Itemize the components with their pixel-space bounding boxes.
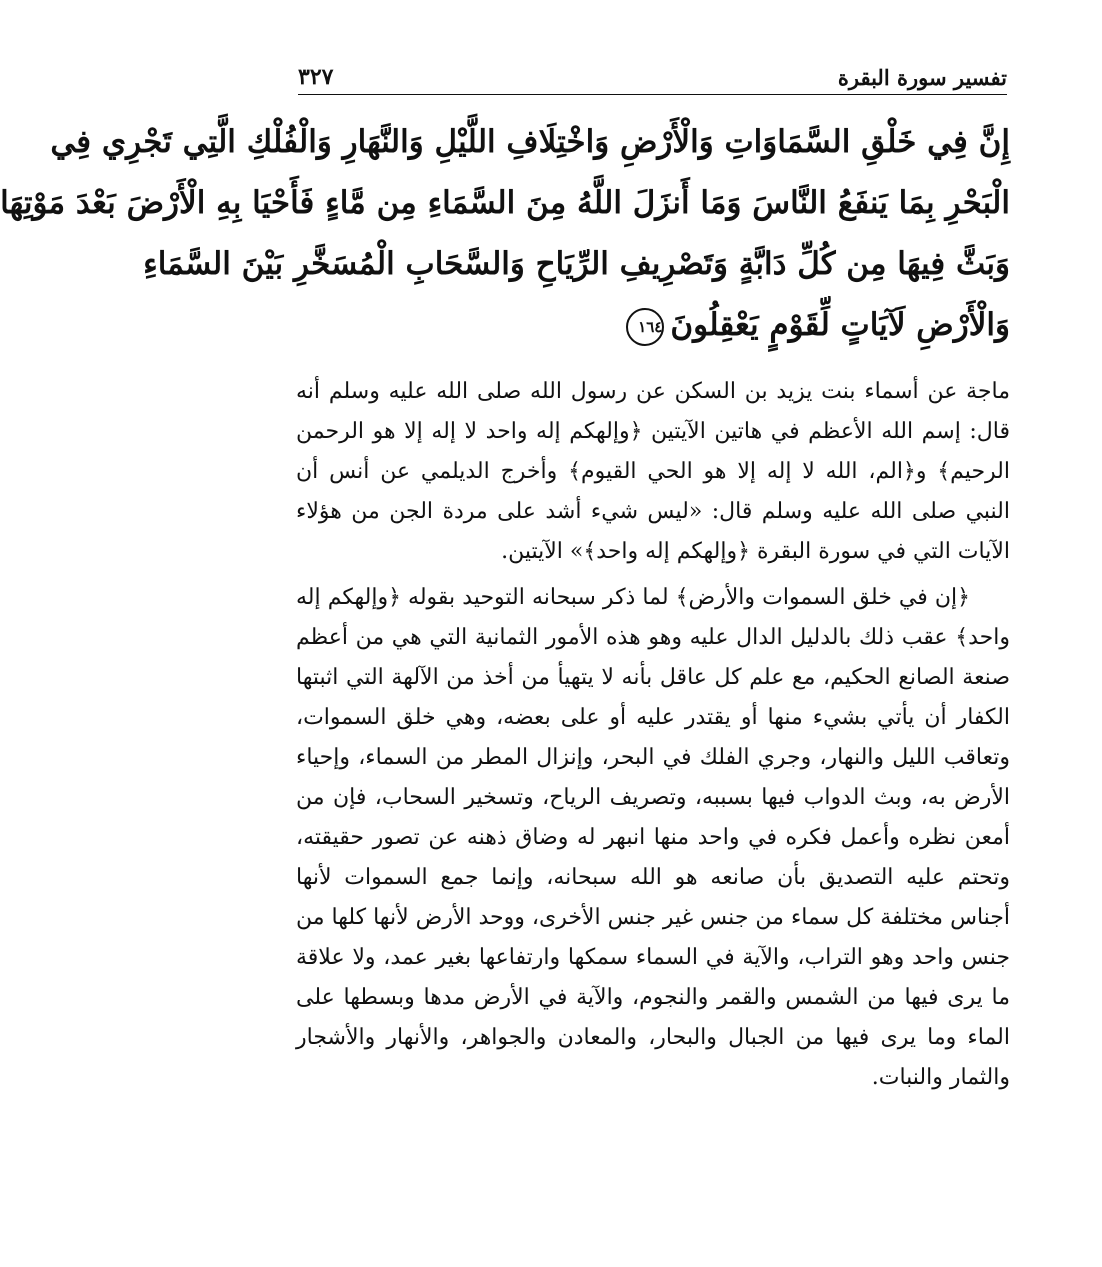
- verse-line: إِنَّ فِي خَلْقِ السَّمَاوَاتِ وَالْأَرْضِ وَاخْتِلَافِ اللَّيْلِ وَالنَّهَارِ وَالْفُلْكِ الَّتِي تَجْرِي فِي: [50, 124, 1010, 160]
- tafsir-paragraph-1: ماجة عن أسماء بنت يزيد بن السكن عن رسول الله صلى الله عليه وسلم أنه قال: إسم الله الأعظم في هاتين الآيتين ﴿وإلهكم إله واحد لا إله إلا هو الرحمن الرحيم﴾ و﴿الم، الله لا إله إلا هو الحي القيوم﴾ وأخرج الديلمي عن أنس أن النبي صلى الله عليه وسلم قال: «ليس شيء أشد على مردة الجن من هؤلاء الآيات التي في سورة البقرة ﴿وإلهكم إله واحد﴾» الآيتين.: [296, 379, 1011, 564]
- ayah-number-marker: ١٦٤: [626, 308, 664, 346]
- page-header: [298, 58, 1007, 90]
- verse-line-text: وَالْأَرْضِ لَآيَاتٍ لِّقَوْمٍ يَعْقِلُونَ: [670, 307, 1010, 343]
- verse-line-last: [290, 295, 1010, 356]
- page-number: ٣٢٧: [298, 64, 334, 90]
- running-title: تفسير سورة البقرة: [837, 65, 1007, 90]
- quran-verse: [0, 112, 1010, 356]
- tafsir-paragraph-2: ﴿إن في خلق السموات والأرض﴾ لما ذكر سبحانه التوحيد بقوله ﴿وإلهكم إله واحد﴾ عقب ذلك بالدليل الدال عليه وهو هذه الأمور الثمانية التي هي من أعظم صنعة الصانع الحكيم، مع علم كل عاقل بأنه لا يتهيأ من أخذ من الآلهة التي اثبتها الكفار أن يأتي بشيء منها أو يقتدر عليه أو على بعضه، وهي خلق السموات، وتعاقب الليل والنهار، وجري الفلك في البحر، وإنزال المطر من السماء، وإحياء الأرض به، وبث الدواب فيها بسببه، وتصريف الرياح، وتسخير السحاب، فإن من أمعن نظره وأعمل فكره في واحد منها انبهر له وضاق ذهنه عن تصور حقيقته، وتحتم عليه التصديق بأن صانعه هو الله سبحانه، وإنما جمع السموات لأنها أجناس مختلفة كل سماء من جنس غير جنس الأخرى، ووحد الأرض لأنها كلها من جنس واحد وهو التراب، والآية في السماء سمكها وارتفاعها بغير عمد، ولا علاقة ما يرى فيها من الشمس والقمر والنجوم، والآية في الأرض مدها وبسطها على الماء وما يرى فيها من الجبال والبحار، والمعادن والجواهر، والأنهار والأشجار والثمار والنبات.: [295, 585, 1010, 1090]
- tafsir-body: [296, 372, 1010, 1098]
- header-rule: [298, 94, 1007, 95]
- verse-line: وَبَثَّ فِيهَا مِن كُلِّ دَابَّةٍ وَتَصْرِيفِ الرِّيَاحِ وَالسَّحَابِ الْمُسَخَّرِ بَيْنَ السَّمَاءِ: [143, 246, 1010, 282]
- verse-line: الْبَحْرِ بِمَا يَنفَعُ النَّاسَ وَمَا أَنزَلَ اللَّهُ مِنَ السَّمَاءِ مِن مَّاءٍ فَأَحْيَا بِهِ الْأَرْضَ بَعْدَ مَوْتِهَا: [0, 185, 1010, 221]
